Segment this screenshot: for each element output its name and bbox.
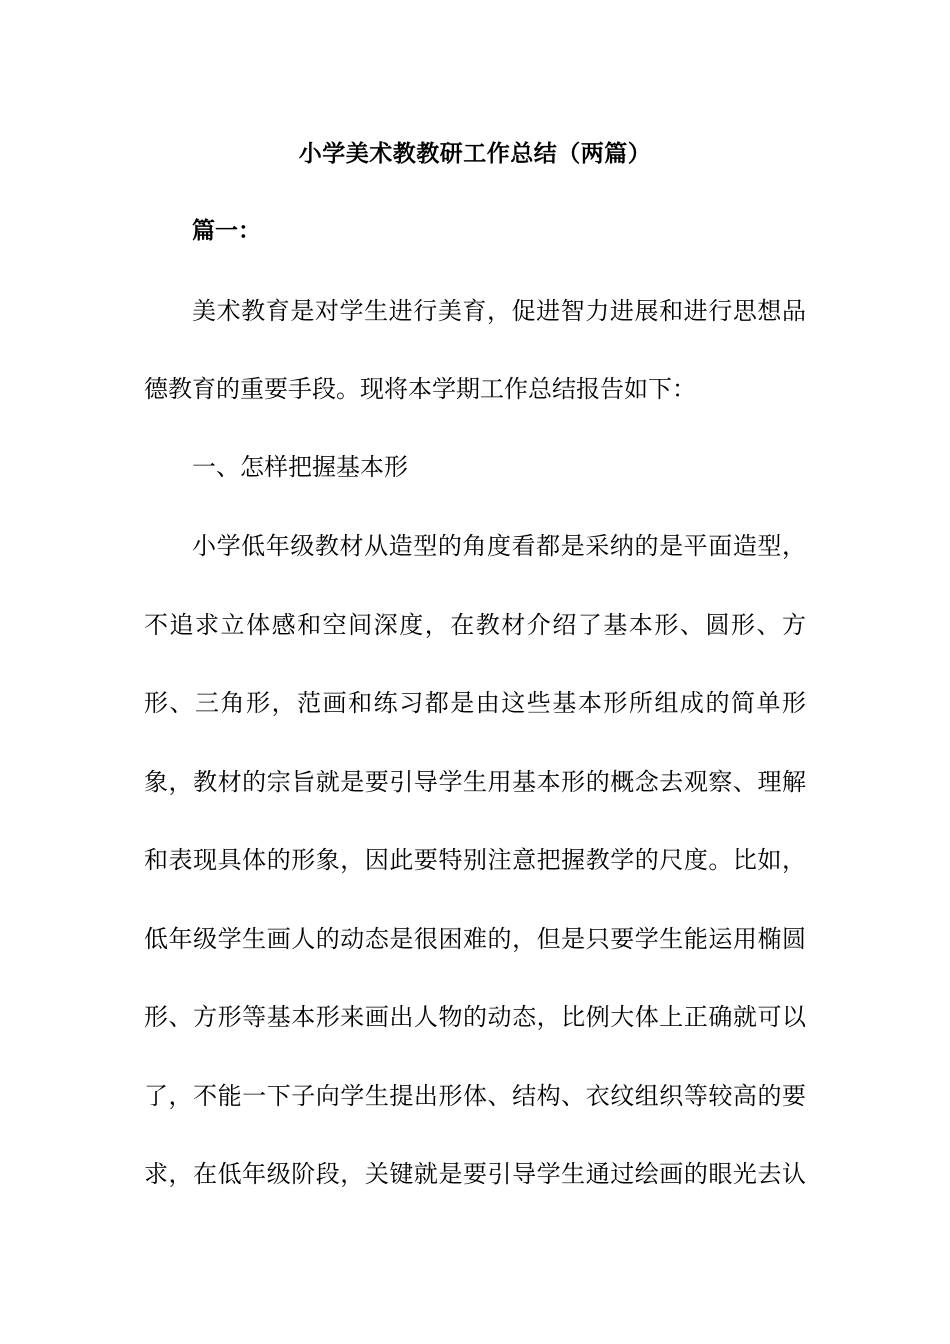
paragraph-line: 求，在低年级阶段，关键就是要引导学生通过绘画的眼光去认 [144,1160,806,1188]
paragraph-line: 象，教材的宗旨就是要引导学生用基本形的概念去观察、理解 [144,768,806,796]
paragraph-line: 了，不能一下子向学生提出形体、结构、衣纹组织等较高的要 [144,1082,806,1110]
paragraph-line: 形、三角形，范画和练习都是由这些基本形所组成的简单形 [144,689,806,717]
paragraph-line: 低年级学生画人的动态是很困难的，但是只要学生能运用椭圆 [144,925,806,953]
paragraph-line: 小学低年级教材从造型的角度看都是采纳的是平面造型， [192,532,806,560]
paragraph-line: 德教育的重要手段。现将本学期工作总结报告如下： [144,375,696,403]
paragraph-line: 和表现具体的形象，因此要特别注意把握教学的尺度。比如， [144,846,806,874]
paragraph-line: 不追求立体感和空间深度，在教材介绍了基本形、圆形、方 [144,611,806,639]
subsection-heading: 一、怎样把握基本形 [192,453,408,481]
document-title: 小学美术教教研工作总结（两篇） [298,140,652,167]
paragraph-line: 形、方形等基本形来画出人物的动态，比例大体上正确就可以 [144,1003,806,1031]
paragraph-line: 美术教育是对学生进行美育，促进智力进展和进行思想品 [192,297,806,325]
section-heading: 篇一： [192,217,261,244]
